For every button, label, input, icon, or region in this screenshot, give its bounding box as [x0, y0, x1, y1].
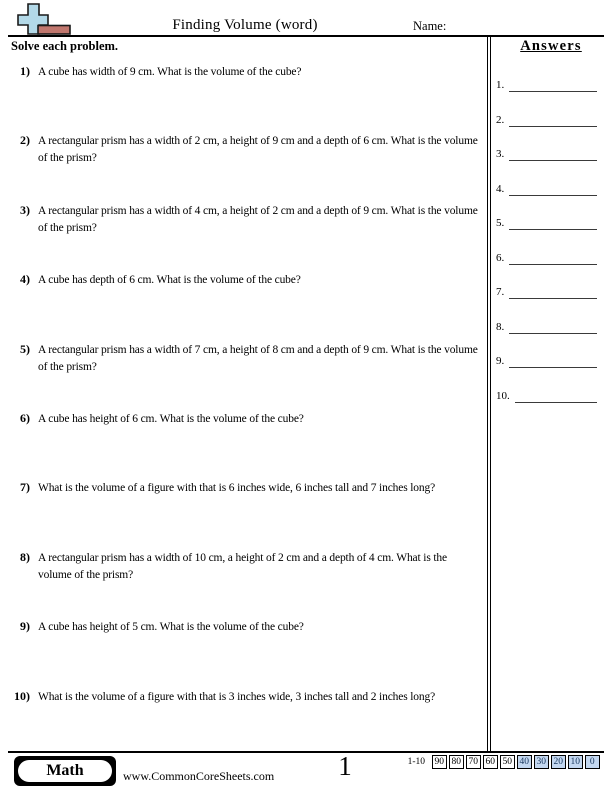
- answer-number: 3.: [496, 148, 505, 160]
- score-range-label: 1-10: [407, 757, 425, 767]
- problem-text: A rectangular prism has a width of 7 cm, a height of 8 cm and a depth of 9 cm. What is the volume of the prism?: [38, 343, 478, 373]
- problem-text: A cube has height of 5 cm. What is the volume of the cube?: [38, 621, 304, 634]
- commoncoresheets-plus-logo-icon: [16, 3, 80, 36]
- score-cell: 30: [534, 755, 550, 769]
- problem-number: 4): [20, 272, 30, 287]
- answer-slot: [490, 161, 612, 196]
- answer-number: 4.: [496, 182, 505, 195]
- answer-number: 5.: [496, 217, 505, 229]
- score-cell: 60: [483, 755, 499, 769]
- problems-list: [0, 64, 487, 758]
- answer-slot: [490, 334, 612, 369]
- score-cell: 40: [517, 755, 533, 769]
- answer-slot: [490, 368, 612, 403]
- score-cell: 0: [585, 755, 601, 769]
- problem-number: 8): [20, 549, 30, 564]
- answer-number: 1.: [496, 79, 505, 91]
- problem-number: 6): [20, 410, 30, 425]
- page-title: Finding Volume (word): [172, 17, 318, 33]
- subject-badge: [14, 756, 116, 786]
- problem-text: A rectangular prism has a width of 2 cm, a height of 9 cm and a depth of 6 cm. What is the volume of the prism?: [38, 135, 478, 165]
- answer-number: 9.: [496, 355, 505, 367]
- answer-slot: [490, 196, 612, 231]
- problem-number: 10): [14, 688, 30, 703]
- answer-blank-line: [515, 402, 597, 403]
- problem-item: [0, 272, 487, 341]
- answers-heading: Answers: [520, 38, 582, 54]
- problem-text: What is the volume of a figure with that is 6 inches wide, 6 inches tall and 7 inches long?: [38, 482, 436, 495]
- subject-label: Math: [18, 760, 112, 782]
- problem-text: A cube has depth of 6 cm. What is the volume of the cube?: [38, 274, 301, 287]
- answer-slot: [490, 92, 612, 127]
- answer-slot: [490, 230, 612, 265]
- problem-number: 7): [20, 480, 30, 495]
- problem-item: [0, 411, 487, 480]
- score-cell: 20: [551, 755, 567, 769]
- score-cell: 50: [500, 755, 516, 769]
- score-cells: [432, 755, 601, 769]
- problem-item: [0, 64, 487, 133]
- score-cell: 80: [449, 755, 465, 769]
- website-text: www.CommonCoreSheets.com: [123, 769, 275, 783]
- score-cell: 70: [466, 755, 482, 769]
- problem-text: A cube has width of 9 cm. What is the volume of the cube?: [38, 66, 302, 78]
- problem-text: A rectangular prism has a width of 4 cm, a height of 2 cm and a depth of 9 cm. What is the volume of the prism?: [38, 204, 478, 234]
- problem-item: [0, 203, 487, 272]
- score-table: [408, 755, 600, 769]
- problem-item: [0, 342, 487, 411]
- problem-text: A rectangular prism has a width of 10 cm, a height of 2 cm and a depth of 4 cm. What is the volume of the prism?: [38, 551, 447, 581]
- header-divider: [8, 35, 604, 37]
- answers-list: [490, 58, 612, 403]
- answer-slot: [490, 58, 612, 93]
- problem-number: 1): [20, 64, 30, 78]
- problem-item: [0, 619, 487, 688]
- answer-slot: [490, 299, 612, 334]
- problem-item: [0, 689, 487, 758]
- footer-divider: [8, 751, 604, 753]
- answer-number: 2.: [496, 113, 505, 126]
- score-cell: 10: [568, 755, 584, 769]
- answer-slot: [490, 127, 612, 162]
- name-label: Name:: [413, 19, 447, 33]
- problem-number: 5): [20, 341, 30, 356]
- answer-number: 6.: [496, 251, 505, 264]
- problem-text: A cube has height of 6 cm. What is the volume of the cube?: [38, 412, 304, 425]
- problem-text: What is the volume of a figure with that is 3 inches wide, 3 inches tall and 2 inches long?: [38, 690, 436, 703]
- page-number: 1: [338, 751, 352, 781]
- problem-number: 3): [20, 202, 30, 217]
- problem-item: [0, 550, 487, 619]
- answer-number: 8.: [496, 320, 505, 333]
- answer-number: 10.: [496, 389, 510, 402]
- instruction-text: Solve each problem.: [11, 39, 119, 53]
- problem-item: [0, 480, 487, 549]
- answer-number: 7.: [496, 286, 505, 298]
- answer-slot: [490, 265, 612, 300]
- problem-number: 9): [20, 619, 30, 634]
- score-cell: 90: [432, 755, 448, 769]
- problem-number: 2): [20, 133, 30, 148]
- problem-item: [0, 133, 487, 202]
